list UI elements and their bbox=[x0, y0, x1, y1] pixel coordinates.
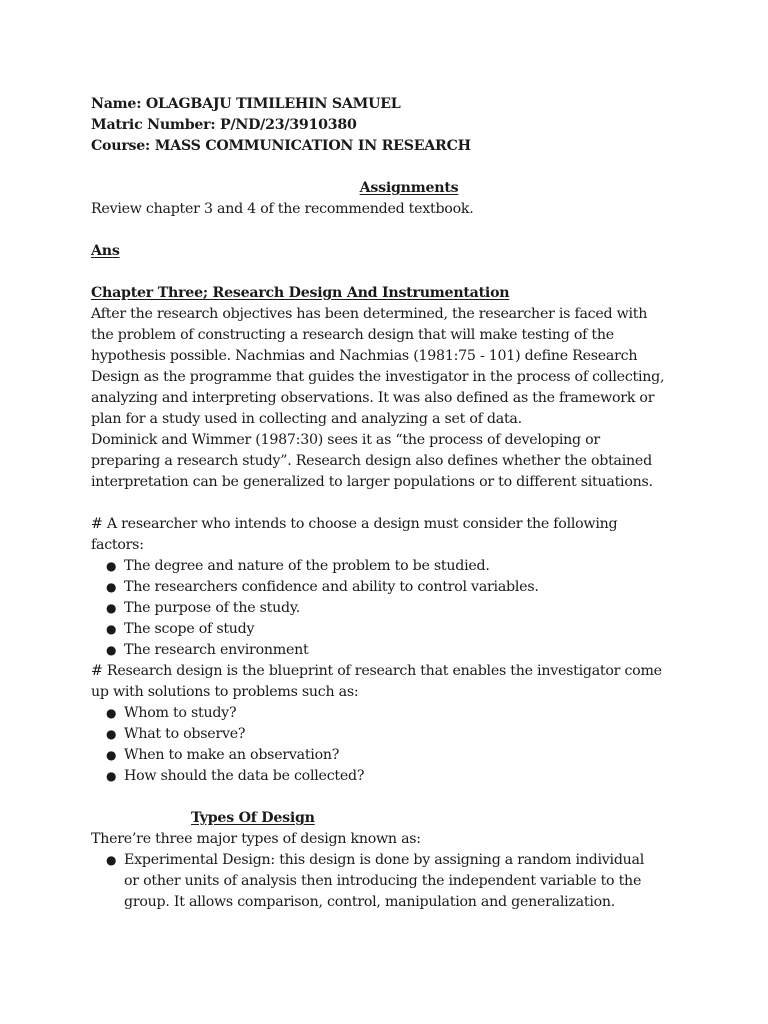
chapter-para1-line: hypothesis possible. Nachmias and Nachmias (1981:75 - 101) define Research bbox=[91, 348, 638, 364]
types-heading: Types Of Design bbox=[191, 810, 315, 826]
chapter-para2-line: Dominick and Wimmer (1987:30) sees it as “the process of developing or bbox=[91, 432, 600, 448]
chapter-heading: Chapter Three; Research Design And Instrumentation bbox=[91, 285, 510, 301]
document-body bbox=[91, 94, 691, 913]
chapter-para1-line: the problem of constructing a research design that will make testing of the bbox=[91, 327, 614, 343]
list-item: ● The degree and nature of the problem to be studied. bbox=[91, 556, 691, 577]
chapter-para1-line: After the research objectives has been determined, the researcher is faced with bbox=[91, 306, 648, 322]
bullet-icon: ● bbox=[106, 622, 117, 636]
list-item: ● Experimental Design: this design is done by assigning a random individual or other units of analysis then introducing the independent variable to the group. It allows comparison, control, manipulation and generalization. bbox=[106, 852, 645, 910]
factors-intro-line: factors: bbox=[91, 537, 144, 553]
list-item: ● Whom to study? bbox=[91, 703, 691, 724]
list-item: ● What to observe? bbox=[91, 724, 691, 745]
types-list bbox=[91, 850, 691, 913]
student-name: Name: OLAGBAJU TIMILEHIN SAMUEL bbox=[91, 96, 401, 112]
assignment-heading: Assignments bbox=[359, 180, 459, 196]
list-item: ● The purpose of the study. bbox=[91, 598, 691, 619]
chapter-para2-line: interpretation can be generalized to larger populations or to different situations. bbox=[91, 474, 653, 490]
bullet-icon: ● bbox=[106, 559, 117, 573]
list-item: ● The researchers confidence and ability to control variables. bbox=[91, 577, 691, 598]
chapter-para1-line: Design as the programme that guides the investigator in the process of collecting, bbox=[91, 369, 665, 385]
factors-list bbox=[91, 556, 691, 661]
chapter-para1-line: plan for a study used in collecting and analyzing a set of data. bbox=[91, 411, 522, 427]
blank-line bbox=[91, 262, 691, 283]
list-item: ● How should the data be collected? bbox=[91, 766, 691, 787]
blueprint-intro-line: up with solutions to problems such as: bbox=[91, 684, 359, 700]
blueprint-list bbox=[91, 703, 691, 787]
types-intro: There’re three major types of design known as: bbox=[91, 831, 421, 847]
bullet-icon: ● bbox=[106, 580, 117, 594]
list-item: ● The research environment bbox=[91, 640, 691, 661]
course-title: Course: MASS COMMUNICATION IN RESEARCH bbox=[91, 138, 471, 154]
blank-line bbox=[91, 157, 691, 178]
list-item: ● The scope of study bbox=[91, 619, 691, 640]
factors-intro-line: # A researcher who intends to choose a design must consider the following bbox=[91, 516, 618, 532]
bullet-icon: ● bbox=[106, 853, 117, 867]
matric-number: Matric Number: P/ND/23/3910380 bbox=[91, 117, 357, 133]
chapter-para2-line: preparing a research study”. Research design also defines whether the obtained bbox=[91, 453, 652, 469]
list-item: ● When to make an observation? bbox=[91, 745, 691, 766]
bullet-icon: ● bbox=[106, 601, 117, 615]
blank-line bbox=[91, 787, 691, 808]
bullet-icon: ● bbox=[106, 748, 117, 762]
blank-line bbox=[91, 493, 691, 514]
bullet-icon: ● bbox=[106, 706, 117, 720]
blueprint-intro-line: # Research design is the blueprint of research that enables the investigator come bbox=[91, 663, 662, 679]
blank-line bbox=[91, 220, 691, 241]
bullet-icon: ● bbox=[106, 643, 117, 657]
bullet-icon: ● bbox=[106, 769, 117, 783]
assignment-text: Review chapter 3 and 4 of the recommended textbook. bbox=[91, 201, 474, 217]
ans-label: Ans bbox=[91, 243, 120, 259]
bullet-icon: ● bbox=[106, 727, 117, 741]
chapter-para1-line: analyzing and interpreting observations. It was also defined as the framework or bbox=[91, 390, 655, 406]
